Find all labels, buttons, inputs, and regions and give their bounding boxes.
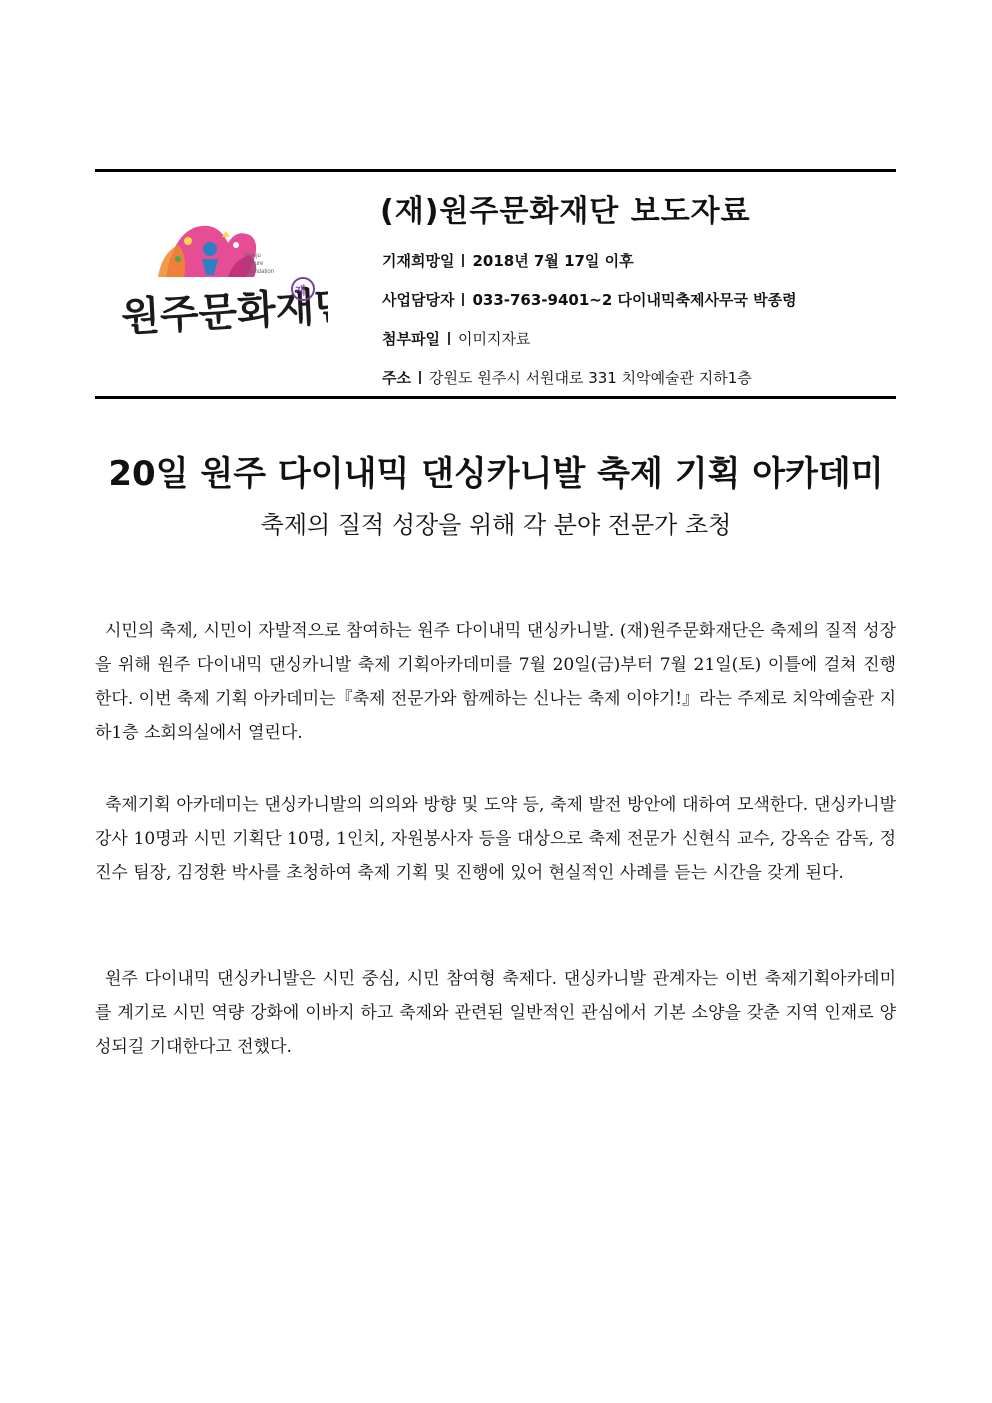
info-value: 2018년 7월 17일 이후 — [472, 252, 634, 270]
info-label: 주소 — [382, 369, 411, 387]
info-value: 이미지자료 — [457, 330, 531, 348]
svg-text:Wonju: Wonju — [244, 253, 261, 259]
info-row-attachment — [382, 328, 530, 349]
svg-text:Culture: Culture — [244, 261, 264, 267]
header-top-rule — [95, 169, 896, 172]
info-row-publish-date — [382, 250, 634, 271]
info-label: 첨부파일 — [382, 330, 440, 348]
article-subtitle: 축제의 질적 성장을 위해 각 분야 전문가 초청 — [260, 511, 732, 539]
separator-bar — [448, 332, 450, 345]
separator-bar — [462, 293, 464, 306]
separator-bar — [419, 371, 421, 384]
article-paragraph: 축제기획 아카데미는 댄싱카니발의 의의와 방향 및 도약 등, 축제 발전 방안에 대하여 모색한다. 댄싱카니발 강사 10명과 시민 기획단 10명, 1인치, 자원봉사자 등을 대상으로 축제 전문가 신현식 교수, 강옥순 감독, 정진수 팀장, 김정환 박사를 초청하여 축제 기획 및 진행에 있어 현실적인 사례를 듣는 시간을 갖게 된다. — [95, 795, 896, 883]
header-bottom-rule — [95, 396, 896, 399]
info-label: 사업담당자 — [382, 291, 455, 309]
logo-graphic — [118, 215, 328, 355]
info-value: 033-763-9401~2 다이내믹축제사무국 박종령 — [472, 291, 797, 309]
svg-text:원주문화재단: 원주문화재단 — [120, 281, 328, 341]
separator-bar — [462, 254, 464, 267]
wonju-culture-foundation-logo — [118, 215, 328, 355]
info-row-address — [382, 367, 752, 388]
svg-text:재: 재 — [295, 284, 306, 297]
article-title: 20일 원주 다이내믹 댄싱카니발 축제 기획 아카데미 — [108, 454, 884, 494]
press-release-title: (재)원주문화재단 보도자료 — [380, 194, 751, 229]
article-paragraph: 시민의 축제, 시민이 자발적으로 참여하는 원주 다이내믹 댄싱카니발. (재)원주문화재단은 축제의 질적 성장을 위해 원주 다이내믹 댄싱카니발 축제 기획아카데미를 7월 20일(금)부터 7월 21일(토) 이틀에 걸쳐 진행한다. 이번 축제 기획 아카데미는『축제 전문가와 함께하는 신나는 축제 이야기!』라는 주제로 치악예술관 지하1층 소회의실에서 열린다. — [95, 621, 896, 743]
info-row-contact — [382, 289, 797, 310]
info-label: 기재희망일 — [382, 252, 455, 270]
article-paragraph: 원주 다이내믹 댄싱카니발은 시민 중심, 시민 참여형 축제다. 댄싱카니발 관계자는 이번 축제기획아카데미를 계기로 시민 역량 강화에 이바지 하고 축제와 관련된 일반적인 관심에서 기본 소양을 갖춘 지역 인재로 양성되길 기대한다고 전했다. — [95, 969, 896, 1057]
svg-text:Foundation: Foundation — [244, 269, 275, 275]
info-value: 강원도 원주시 서원대로 331 치악예술관 지하1층 — [428, 369, 752, 387]
